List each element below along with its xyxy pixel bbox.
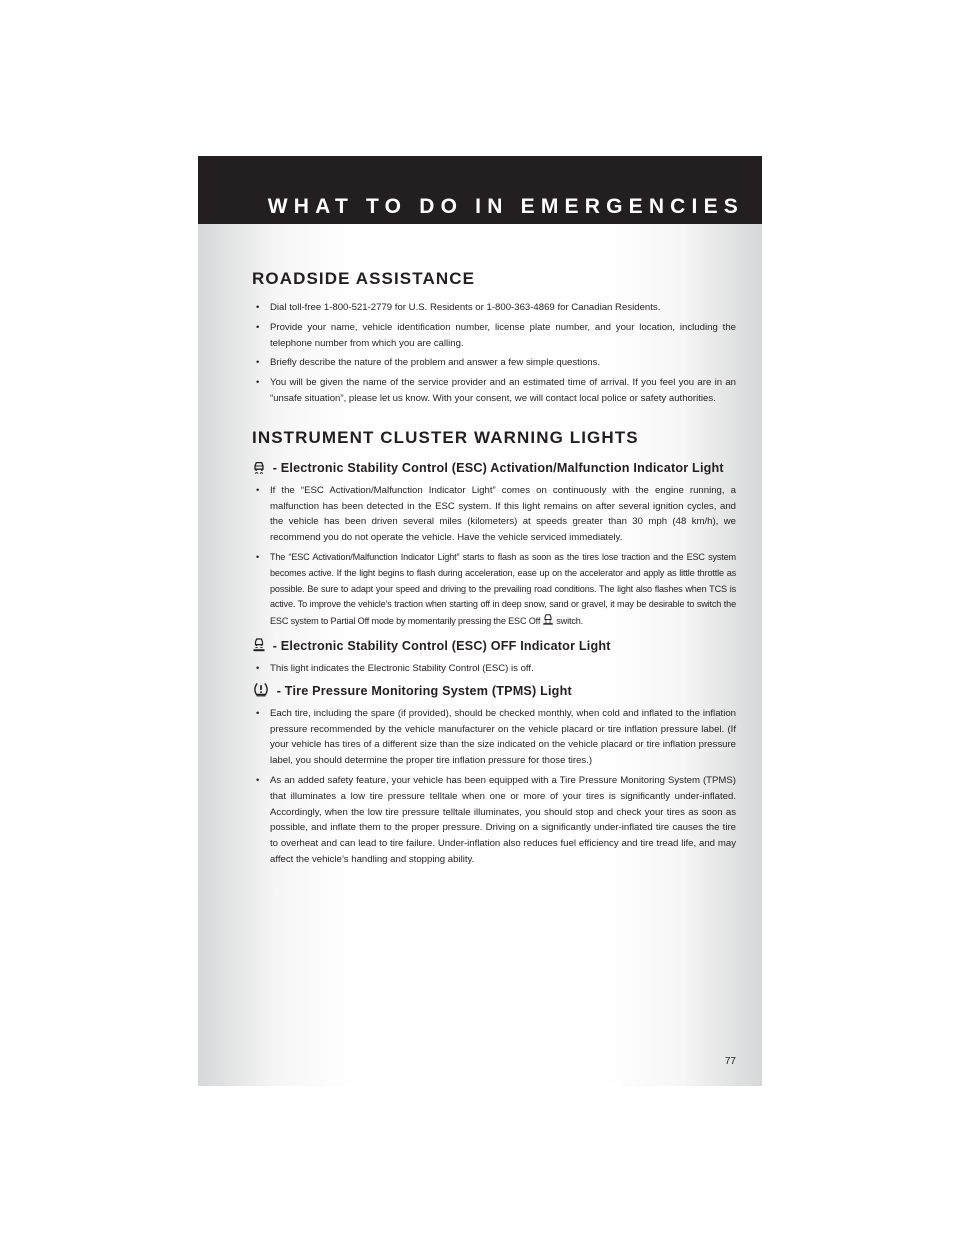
list-item: • Each tire, including the spare (if provided), should be checked monthly, when cold and inflated to the inflation pressure recommended by the vehicle manufacturer on the vehicle placard or tire inflation pressure label. (If your vehicle has tires of a different size than the size indicated on the vehicle placard or tire inflation pressure label, you should determine the proper tire inflation pressure for those tires.) (252, 706, 736, 769)
esc-off-list (252, 661, 736, 677)
tpms-title: - Tire Pressure Monitoring System (TPMS) Light (273, 683, 572, 698)
list-item (252, 550, 736, 631)
esc-skid-icon (252, 460, 266, 479)
esc-malfunction-list (252, 483, 736, 631)
warning-lights-heading: INSTRUMENT CLUSTER WARNING LIGHTS (252, 427, 639, 447)
page-number: 77 (724, 1056, 736, 1067)
tpms-icon (252, 681, 270, 702)
page-content (252, 268, 736, 872)
esc-malfunction-subheading (252, 459, 736, 479)
manual-page (198, 156, 762, 1086)
roadside-assistance-heading: ROADSIDE ASSISTANCE (252, 269, 476, 288)
list-item: • If the “ESC Activation/Malfunction Indicator Light” comes on continuously with the engine running, a malfunction has been detected in the ESC system. If this light remains on after several ignition cycles, and the vehicle has been driven several miles (kilometers) at speeds greater than 30 mph (48 km/h), we recommend you do not operate the vehicle. Have the vehicle serviced immediately. (252, 483, 736, 546)
list-item-suffix: switch. (556, 616, 584, 627)
esc-off-inline-icon (542, 613, 554, 631)
list-item: • Dial toll-free 1-800-521-2779 for U.S. Residents or 1-800-363-4869 for Canadian Residents. (252, 300, 736, 316)
list-item: • Briefly describe the nature of the problem and answer a few simple questions. (252, 355, 736, 371)
esc-off-icon (252, 637, 266, 657)
list-item: • Provide your name, vehicle identification number, license plate number, and your location, including the telephone number from which you are calling. (252, 320, 736, 352)
esc-malfunction-title: - Electronic Stability Control (ESC) Activation/Malfunction Indicator Light (269, 460, 724, 475)
tpms-subheading (252, 681, 736, 702)
esc-off-title: - Electronic Stability Control (ESC) OFF Indicator Light (269, 638, 611, 653)
esc-off-subheading (252, 637, 736, 657)
list-item: • This light indicates the Electronic Stability Control (ESC) is off. (252, 661, 736, 677)
list-item: • As an added safety feature, your vehicle has been equipped with a Tire Pressure Monitoring System (TPMS) that illuminates a low tire pressure telltale when one or more of your tires is significantly under-inflated. Accordingly, when the low tire pressure telltale illuminates, you should stop and check your tires as soon as possible, and inflate them to the proper pressure. Driving on a significantly under-inflated tire causes the tire to overheat and can lead to tire failure. Under-inflation also reduces fuel efficiency and tire tread life, and may affect the vehicle’s handling and stopping ability. (252, 773, 736, 868)
tpms-list (252, 706, 736, 868)
section-header-title: WHAT TO DO IN EMERGENCIES (267, 195, 744, 218)
list-item-text: The “ESC Activation/Malfunction Indicator Light” starts to flash as soon as the tires lose traction and the ESC system becomes active. If the light begins to flash during acceleration, ease up on the accelerator and apply as little throttle as possible. Be sure to adapt your speed and driving to the prevailing road conditions. The light also flashes when TCS is active. To improve the vehicle’s traction when starting off in deep snow, sand or gravel, it may be desirable to switch the ESC system to Partial Off mode by momentarily pressing the ESC Off (270, 551, 736, 627)
section-header-bar (198, 156, 762, 224)
list-item: • You will be given the name of the service provider and an estimated time of arrival. If you feel you are in an “unsafe situation”, please let us know. With your consent, we will contact local police or safety authorities. (252, 375, 736, 407)
roadside-assistance-list (252, 300, 736, 407)
